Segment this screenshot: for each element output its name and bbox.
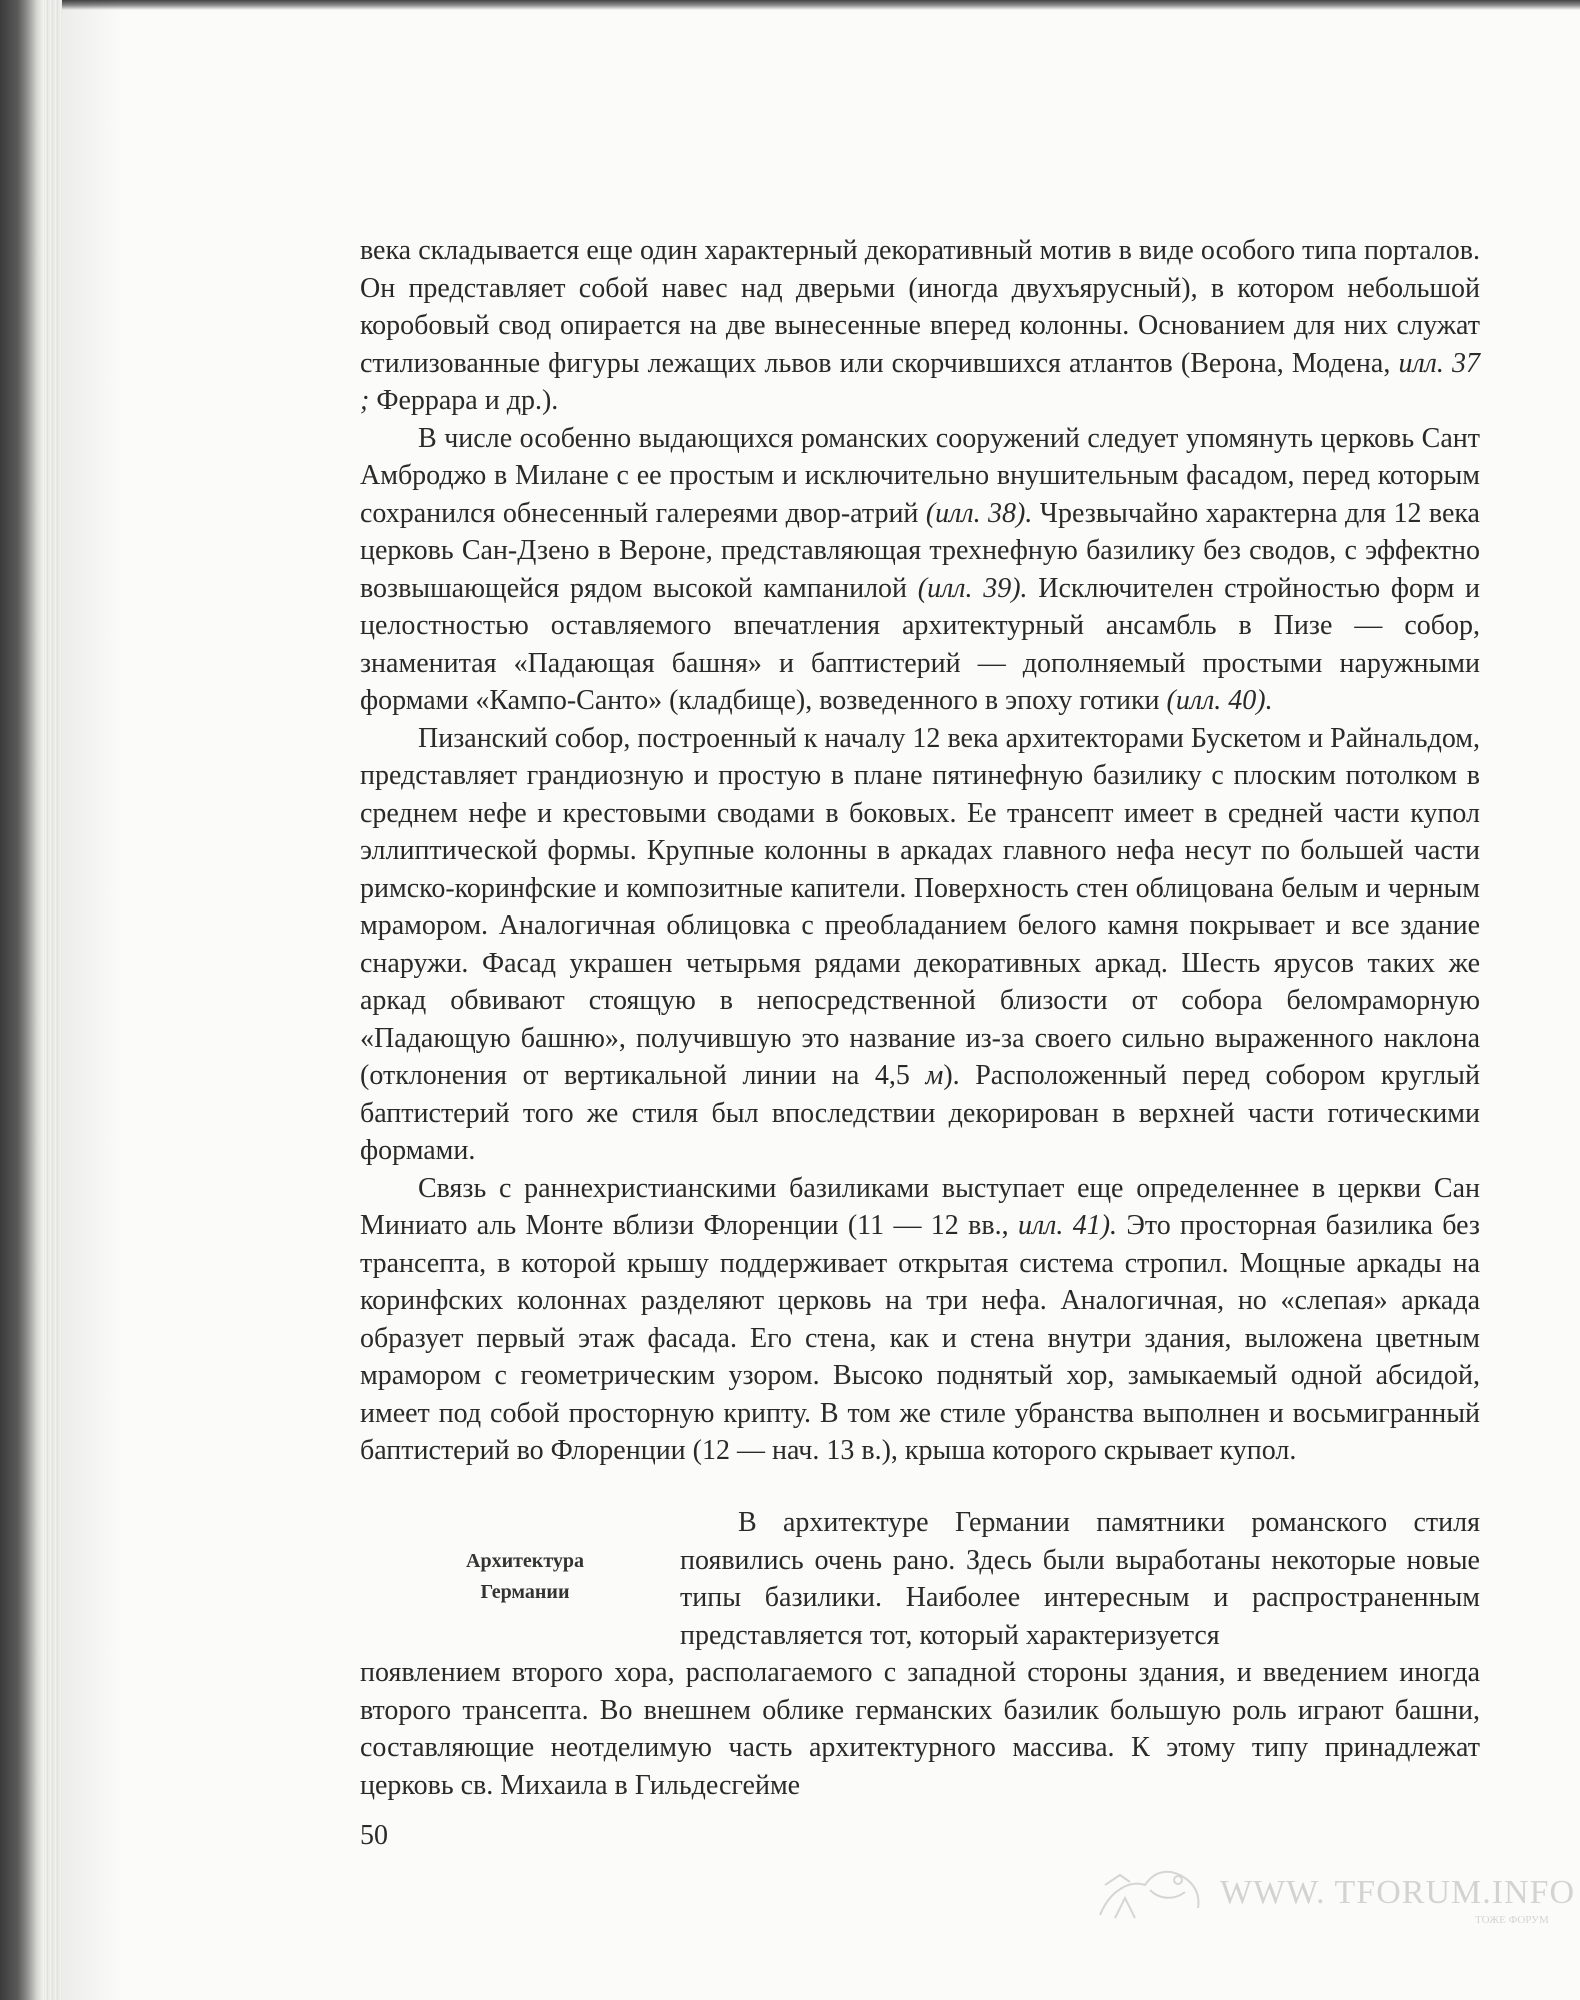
text-run: Исключителен стройностью форм и целостностью оставляемого впечатления архитектурный ансамбль в Пизе — собор, знаменитая «Падающая башня» и баптистерий — дополняемый простыми наружными формами «Кампо-Санто» (кладбище), возведенного в эпоху готики [360,572,1480,716]
germany-paragraph-continuation: появлением второго хора, располагаемого с западной стороны здания, и введением иногда второго трансепта. Во внешнем облике германских базилик большую роль играют башни, составляющие неотделимую часть архитектурного массива. К этому типу принадлежат церковь св. Михаила в Гильдесгейме [360,1657,1480,1801]
text-run: Связь с раннехристианскими базиликами выступает еще определеннее в церкви Сан Миниато аль Монте вблизи Флоренции (11 — 12 вв., [360,1172,1480,1241]
text-run: Пизанский собор, построенный к началу 12 века архитекторами Бускетом и Райнальдом, представляет грандиозную и простую в плане пятинефную базилику с плоским потолком в среднем нефе и крестовыми сводами в боковых. Ее трансепт имеет в средней части купол эллиптической формы. Крупные колонны в аркадах главного нефа несут по большей части римско-коринфские и композитные капители. Поверхность стен облицована белым и черным мрамором. Аналогичная облицовка с преобладанием белого камня покрывает и все здание снаружи. Фасад украшен четырьмя рядами декоративных аркад. Шесть ярусов таких же аркад обвивают стоящую в непосредственной близости от собора беломраморную «Падающую башню», получившую это название из-за своего сильно выраженного наклона (отклонения от вертикальной линии на 4,5 [360,722,1480,1091]
illustration-reference: (илл. 40). [1166,685,1273,716]
text-run: Феррара и др.). [369,385,559,416]
illustration-reference: (илл. 38). [925,497,1033,529]
text-run: ). Расположенный перед собором круглый баптистерий того же стиля был впоследствии декорирован в верхней части готическими формами. [360,1060,1480,1166]
gutter-shadow [62,0,122,2000]
top-edge-shadow [0,0,1580,10]
paragraph [360,720,1480,1170]
book-spine-edge [0,0,44,2000]
illustration-reference: (илл. 39). [917,572,1028,604]
margin-heading-line2: Германии [480,1581,570,1603]
lion-logo-icon [1090,1860,1210,1930]
illustration-reference: м [925,1060,944,1091]
paragraph [360,1170,1480,1470]
watermark [1090,1860,1576,1930]
margin-heading [430,1546,620,1608]
page-number: 50 [360,1820,388,1851]
text-run: века складывается еще один характерный декоративный мотив в виде особого типа порталов. Он представляет собой навес над дверьми (иногда двухъярусный), в котором небольшой коробовый свод опирается на две вынесенные вперед колонны. Основанием для них служат стилизованные фигуры лежащих львов или скорчившихся атлантов (Верона, Модена, [360,235,1480,379]
watermark-subtext: ТОЖЕ ФОРУМ [1475,1914,1549,1926]
text-run: В числе особенно выдающихся романских сооружений следует упомянуть церковь Сант Амброджо в Милане с ее простым и исключительно внушительным фасадом, перед которым сохранился обнесенный галереями двор-атрий [360,422,1480,529]
paragraph [360,232,1480,420]
watermark-text: WWW. TFORUM.INFO [1220,1874,1576,1911]
text-run: Это просторная базилика без трансепта, в которой крышу поддерживает открытая система стропил. Мощные аркады на коринфских колоннах разделяют церковь на три нефа. Аналогичная, но «слепая» аркада образует первый этаж фасада. Его стена, как и стена внутри здания, выложена цветным мрамором с геометрическим узором. Высоко поднятый хор, замыкаемый одной абсидой, имеет под собой просторную крипту. В том же стиле убранства выполнен и восьмигранный баптистерий во Флоренции (12 — нач. 13 в.), крыша которого скрывает купол. [360,1210,1480,1466]
text-run: Чрезвычайно характерна для 12 века церковь Сан-Дзено в Вероне, представляющая трехнефную базилику без сводов, с эффектно возвышающейся рядом высокой кампанилой [360,497,1480,604]
illustration-reference: илл. 41). [1017,1210,1118,1241]
margin-heading-line1: Архитектура [466,1550,584,1572]
illustration-reference: илл. 37 ; [360,347,1481,416]
germany-paragraph-start: В архитектуре Германии памятники романского стиля появились очень рано. Здесь были выработаны некоторые новые типы базилики. Наиболее интересным и распространенным представляется тот, который характеризуется [680,1507,1480,1651]
page-stack-edge [44,0,62,2000]
paragraph [360,420,1480,720]
main-text-block [360,232,1480,1470]
